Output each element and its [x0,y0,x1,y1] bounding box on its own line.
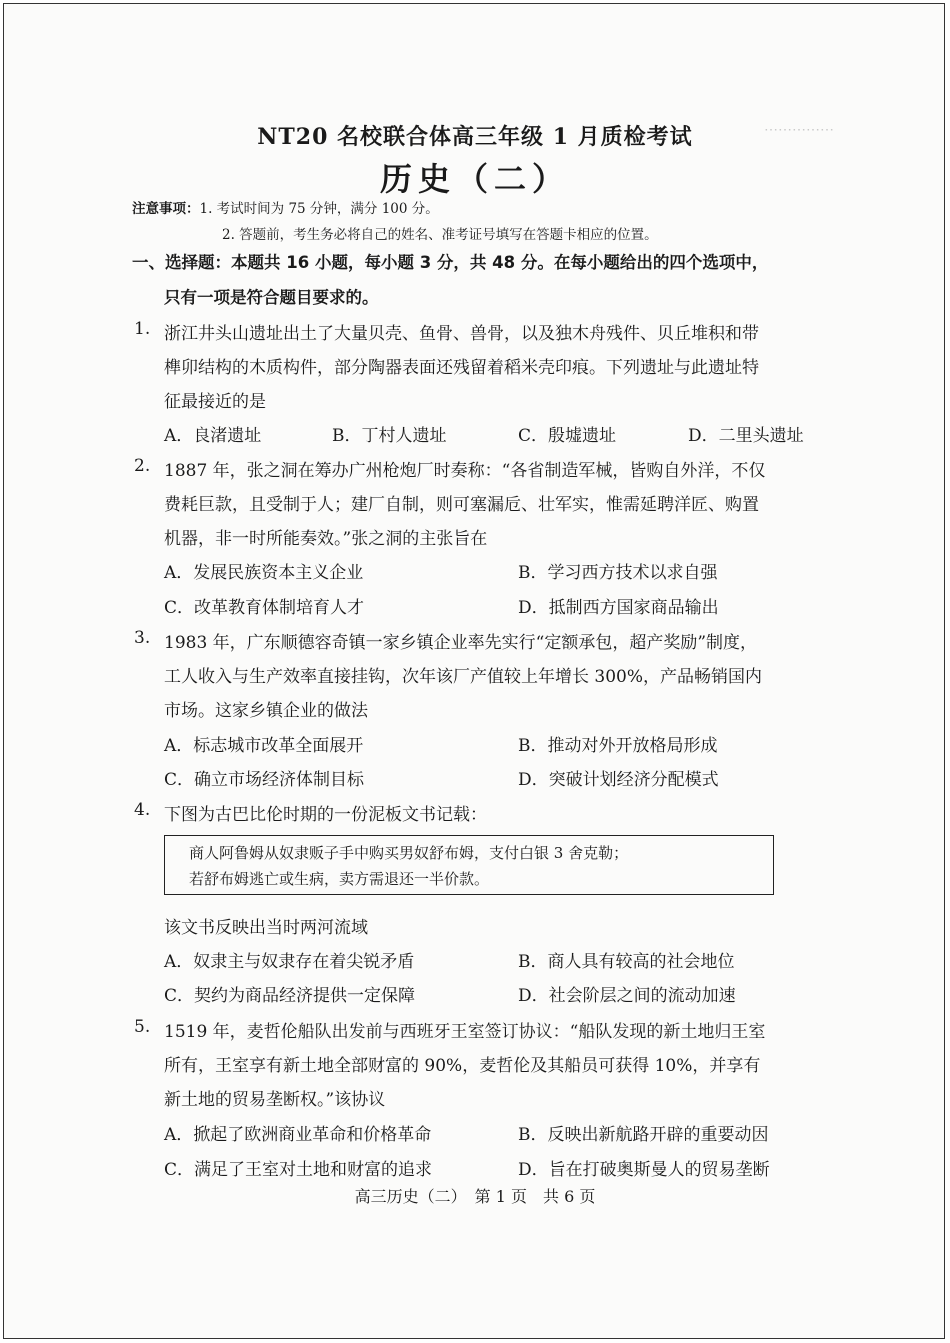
option-d: D．社会阶层之间的流动加速 [518,986,736,1006]
option-b: B．商人具有较高的社会地位 [518,952,735,972]
option-b: B．丁村人遗址 [332,426,447,446]
bleed-through-text: ⋯⋯⋯⋯⋯ [764,122,834,138]
notice-item: 1. 考试时间为 75 分钟，满分 100 分。 [199,201,439,217]
question-stem: 该文书反映出当时两河流域 [164,918,368,938]
option-d: D．旨在打破奥斯曼人的贸易垄断 [518,1160,770,1180]
question-number: 3. [134,628,151,648]
subject-title: 历史（二） [379,160,570,198]
question-text: 市场。这家乡镇企业的做法 [164,701,368,721]
question-text: 榫卯结构的木质构件，部分陶器表面还残留着稻米壳印痕。下列遗址与此遗址特 [164,358,759,378]
option-a: A．标志城市改革全面展开 [164,736,364,756]
exam-page [3,3,945,1339]
option-b: B．学习西方技术以求自强 [518,563,718,583]
question-text: 工人收入与生产效率直接挂钩，次年该厂产值较上年增长 300%，产品畅销国内 [164,667,763,687]
section-heading: 一、选择题：本题共 16 小题，每小题 3 分，共 48 分。在每小题给出的四个选项中， [132,253,769,272]
option-b: B．推动对外开放格局形成 [518,736,718,756]
question-text: 新土地的贸易垄断权。”该协议 [164,1090,386,1110]
box-text-line: 商人阿鲁姆从奴隶贩子手中购买男奴舒布姆，支付白银 3 舍克勒； [189,844,629,862]
option-a: A．奴隶主与奴隶存在着尖锐矛盾 [164,952,415,972]
option-c: C．改革教育体制培育人才 [164,598,365,618]
option-c: C．确立市场经济体制目标 [164,770,365,790]
question-number: 1. [134,319,151,339]
exam-title: NT20 名校联合体高三年级 1 月质检考试 [257,124,693,150]
option-a: A．发展民族资本主义企业 [164,563,364,583]
clay-tablet-text-box [164,835,774,895]
option-d: D．突破计划经济分配模式 [518,770,719,790]
option-a: A．良渚遗址 [164,426,262,446]
question-text: 1519 年，麦哲伦船队出发前与西班牙王室签订协议：“船队发现的新土地归王室 [164,1022,766,1042]
section-heading-cont: 只有一项是符合题目要求的。 [164,288,379,307]
option-b: B．反映出新航路开辟的重要动因 [518,1125,769,1145]
question-text: 1887 年，张之洞在筹办广州枪炮厂时奏称：“各省制造军械，皆购自外洋，不仅 [164,461,766,481]
question-text: 征最接近的是 [164,392,266,412]
question-text: 浙江井头山遗址出土了大量贝壳、鱼骨、兽骨，以及独木舟残件、贝丘堆积和带 [164,324,759,344]
option-d: D．二里头遗址 [688,426,804,446]
question-text: 费耗巨款，且受制于人；建厂自制，则可塞漏卮、壮军实，惟需延聘洋匠、购置 [164,495,759,515]
option-a: A．掀起了欧洲商业革命和价格革命 [164,1125,432,1145]
question-text: 下图为古巴比伦时期的一份泥板文书记载： [164,805,487,825]
option-d: D．抵制西方国家商品输出 [518,598,719,618]
question-text: 机器，非一时所能奏效。”张之洞的主张旨在 [164,529,488,549]
box-text-line: 若舒布姆逃亡或生病，卖方需退还一半价款。 [189,870,490,888]
notice-item: 2. 答题前，考生务必将自己的姓名、准考证号填写在答题卡相应的位置。 [222,227,658,243]
question-number: 5. [134,1017,151,1037]
option-c: C．契约为商品经济提供一定保障 [164,986,416,1006]
option-c: C．满足了王室对土地和财富的追求 [164,1160,433,1180]
question-text: 1983 年，广东顺德容奇镇一家乡镇企业率先实行“定额承包，超产奖励”制度， [164,633,758,653]
notice-label: 注意事项： [132,201,200,217]
question-number: 2. [134,456,151,476]
option-c: C．殷墟遗址 [518,426,617,446]
notice-line-1 [132,197,439,217]
page-footer: 高三历史（二） 第 1 页 共 6 页 [354,1187,596,1206]
question-number: 4. [134,800,151,820]
question-text: 所有，王室享有新土地全部财富的 90%，麦哲伦及其船员可获得 10%，并享有 [164,1056,761,1076]
